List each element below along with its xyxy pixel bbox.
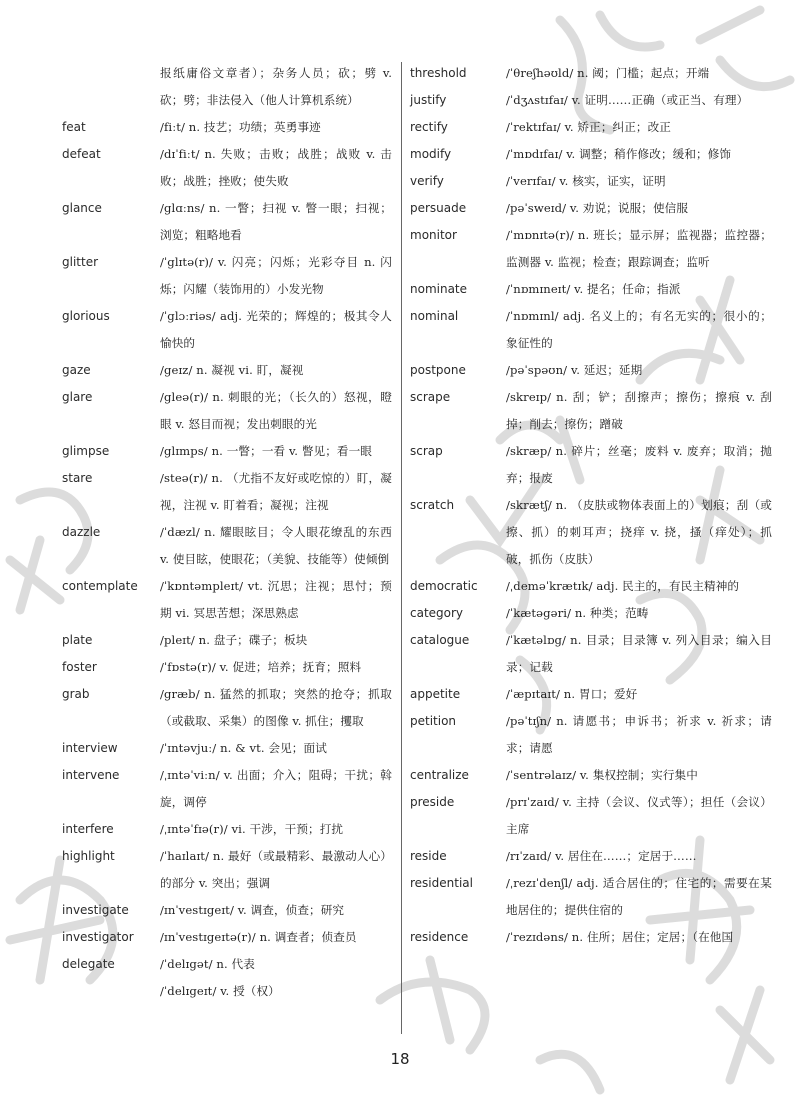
vocab-entry	[410, 492, 772, 573]
headword: interfere	[62, 822, 114, 836]
definition: /dɪˈfiːt/ n. 失败；击败；战胜；战败 v. 击败；战胜；挫败；使失败	[160, 147, 392, 188]
headword: verify	[410, 174, 444, 188]
vocab-entry	[410, 384, 772, 438]
definition: 报纸庸俗文章者）；杂务人员；砍；劈 v. 砍；劈；非法侵入（他人计算机系统）	[160, 66, 392, 107]
definition: /ˈhaɪlaɪt/ n. 最好（或最精彩、最激动人心）的部分 v. 突出；强调	[160, 849, 392, 890]
definition: /ˈæpɪtaɪt/ n. 胃口；爱好	[506, 687, 638, 701]
vocab-entry	[62, 249, 392, 303]
headword: scrape	[410, 390, 451, 404]
vocab-entry	[62, 141, 392, 195]
vocab-entry	[62, 438, 392, 465]
definition: /ˈsentrəlaɪz/ v. 集权控制；实行集中	[506, 768, 698, 782]
headword: delegate	[62, 957, 115, 971]
definition: /glɪmps/ n. 一瞥；一看 v. 瞥见；看一眼	[160, 444, 372, 458]
vocab-entry	[410, 870, 772, 924]
vocab-entry	[410, 627, 772, 681]
definition: /steə(r)/ n. （尤指不友好或吃惊的）盯，凝视，注视 v. 盯着看；凝视；注视	[160, 471, 392, 512]
vocab-entry	[62, 843, 392, 897]
headword: defeat	[62, 147, 101, 161]
headword: petition	[410, 714, 457, 728]
headword: scratch	[410, 498, 455, 512]
vocab-entry	[62, 384, 392, 438]
definition: /ˌdeməˈkrætɪk/ adj. 民主的，有民主精神的	[506, 579, 740, 593]
headword: reside	[410, 849, 447, 863]
vocab-entry	[62, 357, 392, 384]
vocab-entry	[410, 708, 772, 762]
vocab-entry	[410, 438, 772, 492]
headword: feat	[62, 120, 86, 134]
definition: /ˈdæzl/ n. 耀眼眩目；令人眼花缭乱的东西 v. 使目眩，使眼花；（美貌、技能等）使倾倒	[160, 525, 392, 566]
vocab-entry	[410, 573, 772, 600]
vocab-entry	[410, 87, 772, 114]
definition: /ˈdʒʌstɪfaɪ/ v. 证明……正确（或正当、有理）	[506, 93, 749, 107]
definition: /ˈdelɪgət/ n. 代表	[160, 957, 255, 971]
vocab-entry	[62, 627, 392, 654]
definition: /ˈmɒdɪfaɪ/ v. 调整；稍作修改；缓和；修饰	[506, 147, 732, 161]
vocab-entry	[62, 114, 392, 141]
vocab-entry	[410, 762, 772, 789]
column-divider	[401, 62, 402, 1034]
vocab-entry	[62, 735, 392, 762]
headword: centralize	[410, 768, 469, 782]
vocab-entry	[62, 897, 392, 924]
headword: investigator	[62, 930, 134, 944]
vocab-entry	[62, 681, 392, 735]
vocab-entry	[62, 519, 392, 573]
headword: nominal	[410, 309, 459, 323]
definition: /ˌɪntəˈviːn/ v. 出面；介入；阻碍；干扰；斡旋，调停	[160, 768, 392, 809]
definition: /ɪnˈvestɪgeɪtə(r)/ n. 调查者；侦查员	[160, 930, 357, 944]
headword: glitter	[62, 255, 99, 269]
vocab-entry	[410, 789, 772, 843]
vocab-entry	[410, 357, 772, 384]
headword: residential	[410, 876, 473, 890]
vocab-entry	[62, 978, 392, 1005]
vocab-entry	[410, 843, 772, 870]
vocab-entry	[62, 924, 392, 951]
definition: /ˈverɪfaɪ/ v. 核实，证实，证明	[506, 174, 666, 188]
vocab-entry	[410, 276, 772, 303]
definition: /ˈdelɪgeɪt/ v. 授（权）	[160, 984, 280, 998]
definition: /pəˈtɪʃn/ n. 请愿书；申诉书；祈求 v. 祈求；请求；请愿	[506, 714, 772, 755]
headword: glorious	[62, 309, 110, 323]
definition: /fiːt/ n. 技艺；功绩；英勇事迹	[160, 120, 321, 134]
headword: intervene	[62, 768, 120, 782]
headword: justify	[410, 93, 447, 107]
definition: /ˈkætəgəri/ n. 种类；范畴	[506, 606, 649, 620]
headword: postpone	[410, 363, 466, 377]
definition: /ˈnɒmɪneɪt/ v. 提名；任命；指派	[506, 282, 681, 296]
definition: /pleɪt/ n. 盘子；碟子；板块	[160, 633, 308, 647]
definition: /ˌɪntəˈfɪə(r)/ vi. 干涉，干预；打扰	[160, 822, 344, 836]
headword: nominate	[410, 282, 468, 296]
vocab-entry	[62, 816, 392, 843]
headword: gaze	[62, 363, 91, 377]
headword: investigate	[62, 903, 129, 917]
vocab-entry	[62, 60, 392, 114]
headword: rectify	[410, 120, 448, 134]
definition: /ˌrezɪˈdenʃl/ adj. 适合居住的；住宅的；需要在某地居住的；提供住宿的	[506, 876, 772, 917]
definition: /pəˈspəʊn/ v. 延迟；延期	[506, 363, 643, 377]
definition: /rɪˈzaɪd/ v. 居住在……；定居于……	[506, 849, 697, 863]
definition: /ˈrektɪfaɪ/ v. 矫正；纠正；改正	[506, 120, 671, 134]
vocab-entry	[62, 195, 392, 249]
headword: preside	[410, 795, 455, 809]
vocab-entry	[410, 141, 772, 168]
vocab-entry	[410, 924, 772, 951]
definition: /gleə(r)/ n. 刺眼的光；（长久的）怒视，瞪眼 v. 怒目而视；发出刺眼的光	[160, 390, 392, 431]
right-column	[410, 60, 772, 951]
headword: dazzle	[62, 525, 101, 539]
headword: interview	[62, 741, 118, 755]
headword: persuade	[410, 201, 467, 215]
headword: glare	[62, 390, 93, 404]
definition: /geɪz/ n. 凝视 vi. 盯，凝视	[160, 363, 304, 377]
definition: /ˈkætəlɒg/ n. 目录；目录簿 v. 列入目录；编入目录；记载	[506, 633, 772, 674]
headword: catalogue	[410, 633, 470, 647]
definition: /ˈglɔːriəs/ adj. 光荣的；辉煌的；极其令人愉快的	[160, 309, 392, 350]
vocab-entry	[410, 600, 772, 627]
definition: /skrætʃ/ n. （皮肤或物体表面上的）划痕；刮（或擦、抓）的刺耳声；挠痒 v. 挠，搔（痒处）；抓破，抓伤（皮肤）	[506, 498, 772, 566]
headword: highlight	[62, 849, 115, 863]
headword: glimpse	[62, 444, 110, 458]
headword: residence	[410, 930, 469, 944]
headword: glance	[62, 201, 102, 215]
definition: /ˈkɒntəmpleɪt/ vt. 沉思；注视；思忖；预期 vi. 冥思苦想；深思熟虑	[160, 579, 392, 620]
definition: /ˈmɒnɪtə(r)/ n. 班长；显示屏；监视器；监控器；监测器 v. 监视；检查；跟踪调查；监听	[506, 228, 772, 269]
definition: /ˈrezɪdəns/ n. 住所；居住；定居；（在他国	[506, 930, 734, 944]
definition: /glɑːns/ n. 一瞥；扫视 v. 瞥一眼；扫视；浏览；粗略地看	[160, 201, 392, 242]
vocab-entry	[62, 303, 392, 357]
headword: plate	[62, 633, 93, 647]
vocab-entry	[410, 681, 772, 708]
vocab-entry	[62, 654, 392, 681]
definition: /græb/ n. 猛然的抓取；突然的抢夺；抓取（或截取、采集）的图像 v. 抓住；攫取	[160, 687, 392, 728]
headword: scrap	[410, 444, 443, 458]
vocab-entry	[410, 303, 772, 357]
vocab-entry	[410, 168, 772, 195]
definition: /ˈɪntəvjuː/ n. & vt. 会见；面试	[160, 741, 327, 755]
vocab-entry	[62, 465, 392, 519]
vocab-entry	[62, 951, 392, 978]
definition: /ˈθreʃhəʊld/ n. 阈；门槛；起点；开端	[506, 66, 710, 80]
headword: monitor	[410, 228, 457, 242]
definition: /prɪˈzaɪd/ v. 主持（会议、仪式等）；担任（会议）主席	[506, 795, 772, 836]
headword: stare	[62, 471, 93, 485]
definition: /skreɪp/ n. 刮；铲；刮擦声；擦伤；擦痕 v. 刮掉；削去；擦伤；蹭破	[506, 390, 772, 431]
definition: /ˈglɪtə(r)/ v. 闪亮；闪烁；光彩夺目 n. 闪烁；闪耀（装饰用的）小发光物	[160, 255, 392, 296]
definition: /ˈnɒmɪnl/ adj. 名义上的；有名无实的；很小的；象征性的	[506, 309, 772, 350]
vocab-entry	[410, 114, 772, 141]
headword: foster	[62, 660, 97, 674]
vocab-entry	[410, 60, 772, 87]
left-column	[62, 60, 392, 1005]
headword: modify	[410, 147, 452, 161]
page-number: 18	[390, 1050, 410, 1068]
vocab-entry	[410, 222, 772, 276]
headword: category	[410, 606, 464, 620]
headword: threshold	[410, 66, 467, 80]
vocab-entry	[410, 195, 772, 222]
headword: contemplate	[62, 579, 138, 593]
vocab-entry	[62, 762, 392, 816]
definition: /skræp/ n. 碎片；丝毫；废料 v. 废弃；取消；抛弃；报废	[506, 444, 772, 485]
vocab-entry	[62, 573, 392, 627]
definition: /ˈfɒstə(r)/ v. 促进；培养；抚育；照料	[160, 660, 362, 674]
headword: democratic	[410, 579, 478, 593]
headword: appetite	[410, 687, 461, 701]
definition: /pəˈsweɪd/ v. 劝说；说服；使信服	[506, 201, 689, 215]
headword: grab	[62, 687, 90, 701]
definition: /ɪnˈvestɪgeɪt/ v. 调查，侦查；研究	[160, 903, 345, 917]
